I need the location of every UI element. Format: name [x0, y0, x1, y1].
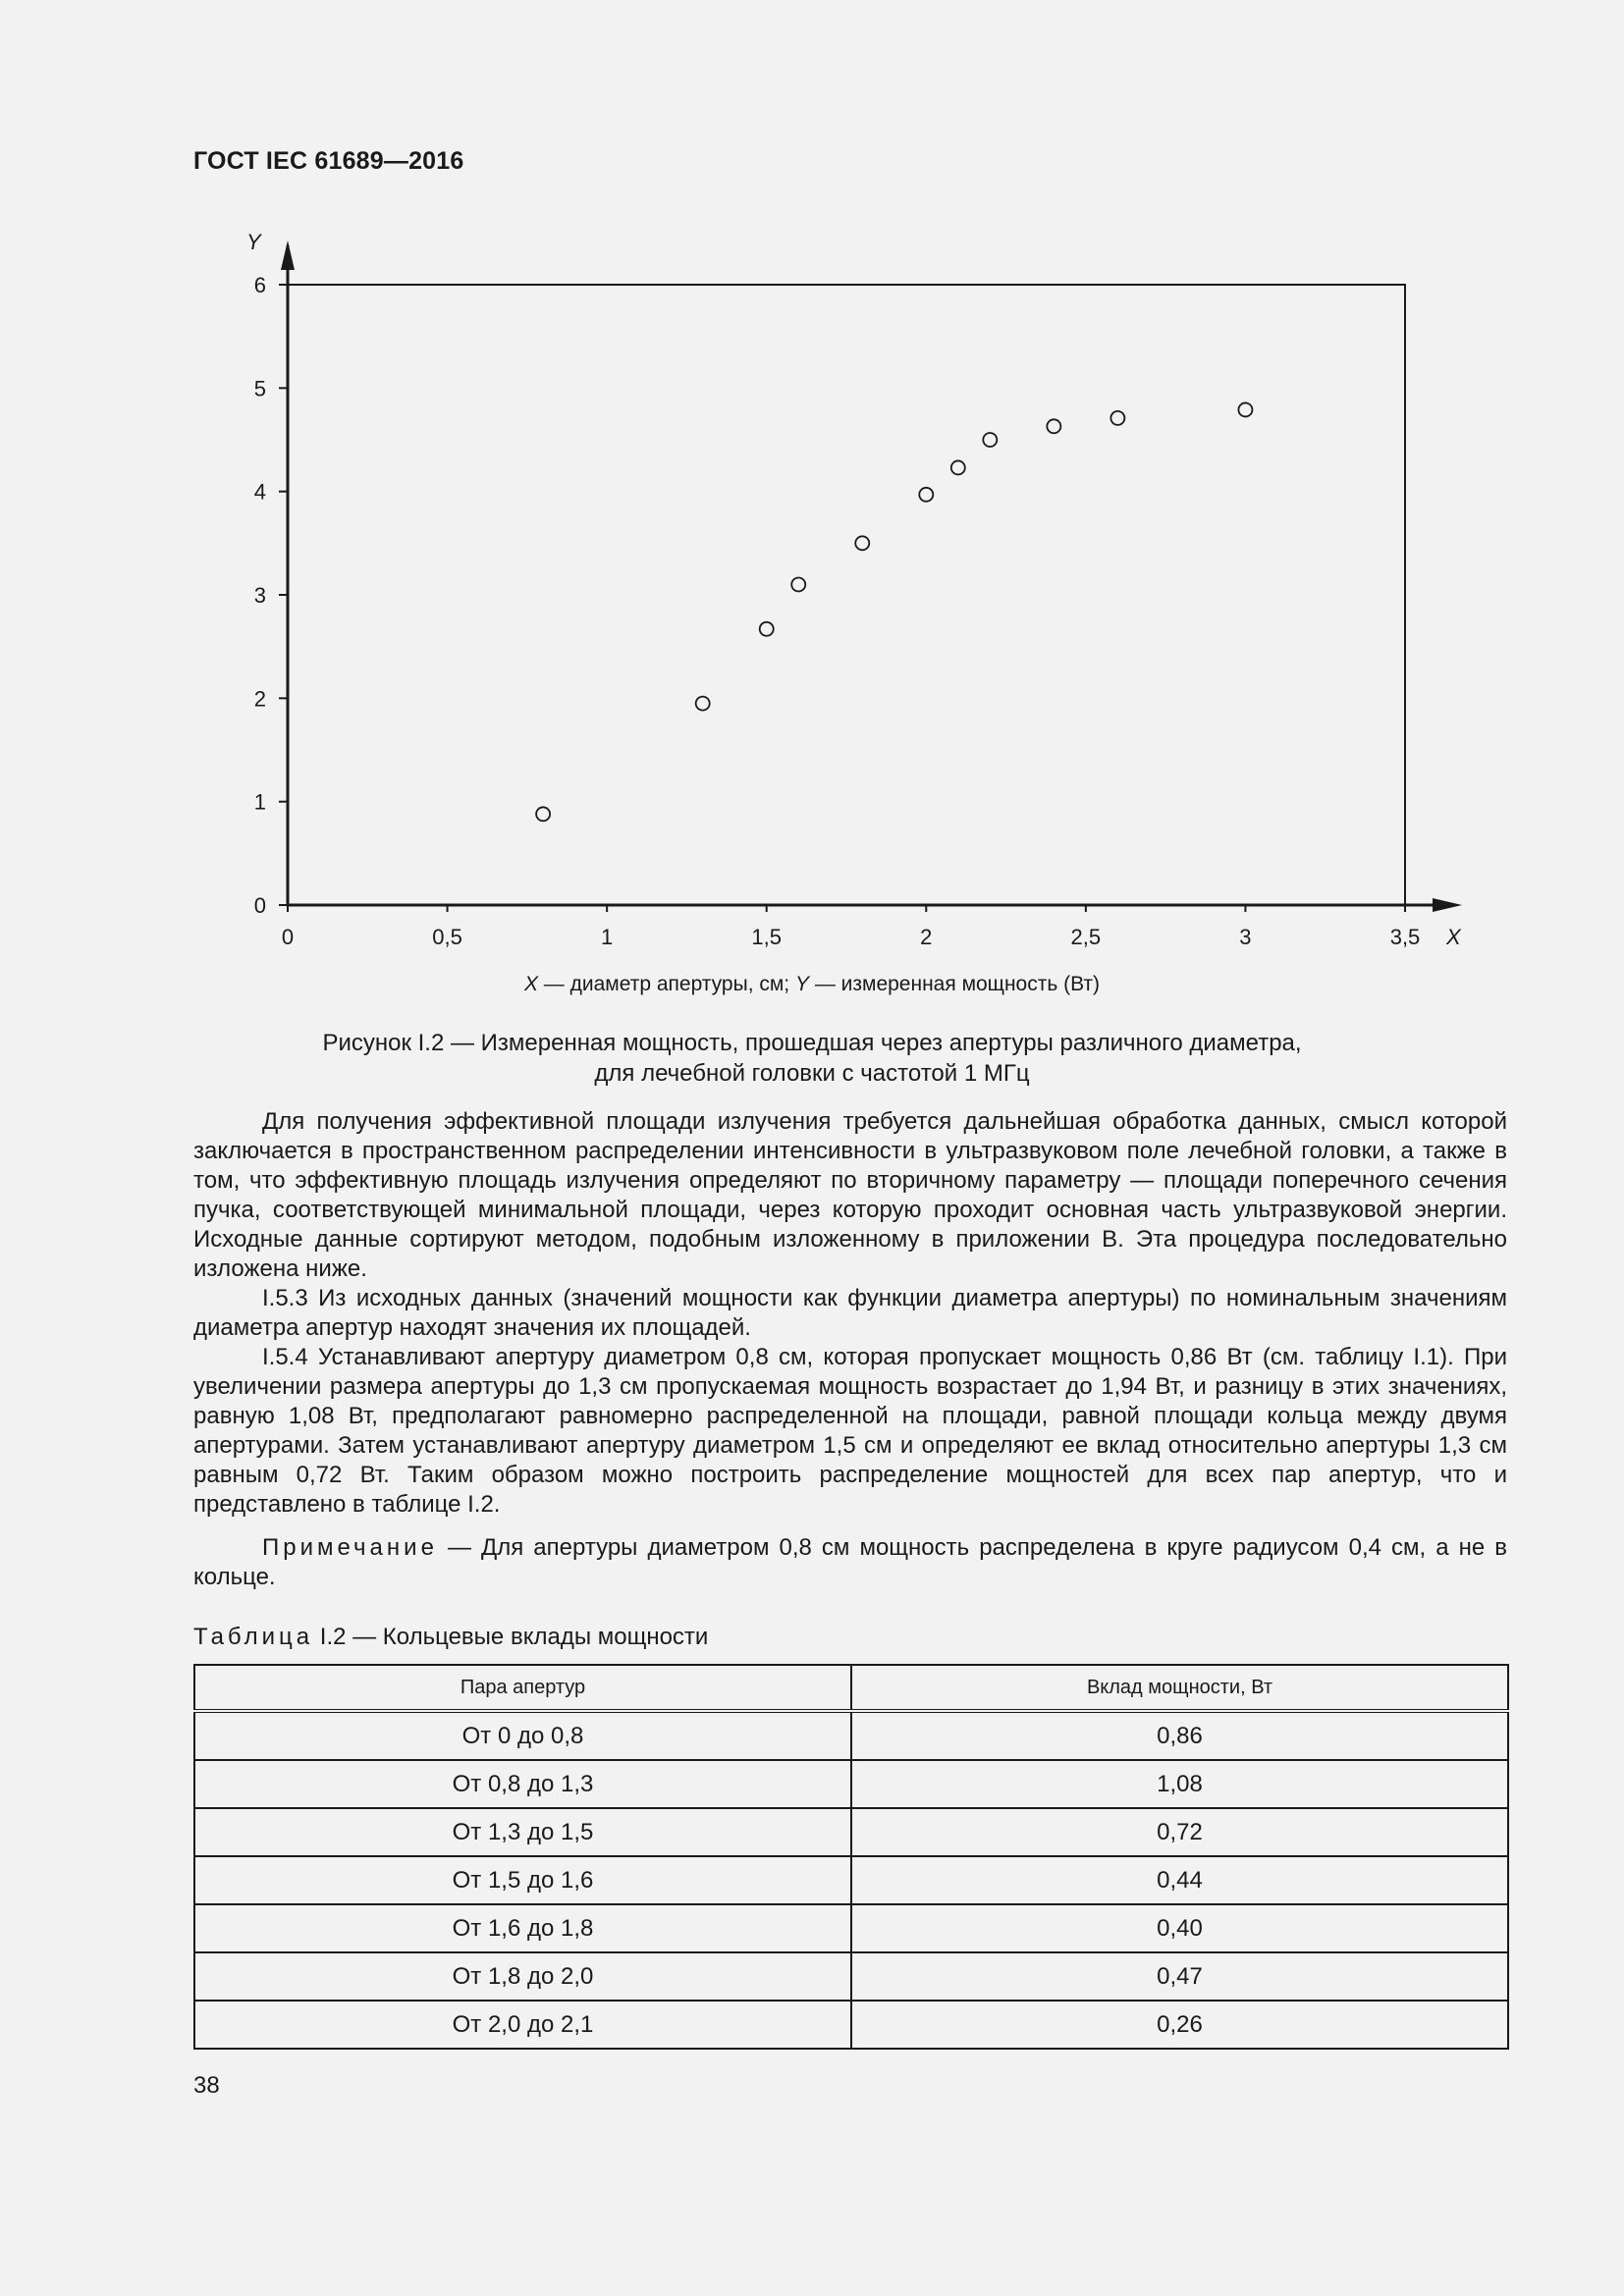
power-contributions-table: [193, 1664, 1509, 2050]
page-number: 38: [193, 2072, 220, 2099]
table-cell: От 1,3 до 1,5: [194, 1808, 851, 1856]
x-tick-label: 0,5: [432, 925, 462, 949]
figure-legend: [0, 973, 1624, 996]
x-axis-letter: X: [1446, 925, 1461, 949]
legend-x-symbol: X: [523, 973, 538, 995]
data-point: [983, 433, 997, 447]
plot-border: [288, 285, 1405, 905]
x-tick-label: 2: [920, 925, 933, 949]
table-header-row: [194, 1665, 1508, 1711]
data-point: [1110, 411, 1124, 425]
x-tick-label: 0: [281, 925, 295, 949]
table-cell: От 1,5 до 1,6: [194, 1856, 851, 1904]
y-tick-label: 3: [253, 583, 266, 608]
body-text: [193, 1107, 1507, 1592]
figure-caption-line-2: для лечебной головки с частотой 1 МГц: [594, 1060, 1030, 1087]
data-point: [1047, 419, 1060, 433]
note-label: Примечание: [262, 1534, 438, 1561]
data-point: [855, 536, 869, 550]
note: [193, 1533, 1507, 1592]
table-cell: 0,72: [851, 1808, 1508, 1856]
y-tick-label: 1: [253, 789, 266, 815]
y-axis-letter: Y: [246, 230, 261, 254]
x-tick-label: 1: [601, 925, 614, 949]
scatter-chart: [0, 0, 1624, 1021]
table-cell: 1,08: [851, 1760, 1508, 1808]
y-tick-label: 5: [253, 376, 266, 401]
data-point: [536, 807, 550, 821]
x-tick-label: 1,5: [751, 925, 783, 949]
table-row: [194, 1760, 1508, 1808]
column-header: Пара апертур: [194, 1665, 851, 1711]
legend-y-text: — измеренная мощность (Вт): [808, 973, 1101, 995]
table-row: [194, 1711, 1508, 1760]
legend-y-symbol: Y: [794, 973, 809, 995]
y-axis-arrow-icon: [281, 240, 295, 270]
data-point: [1238, 402, 1252, 416]
y-tick-label: 6: [253, 273, 266, 297]
table-cell: 0,40: [851, 1904, 1508, 1952]
table-title-text: I.2 — Кольцевые вклады мощности: [313, 1624, 709, 1650]
paragraph: I.5.4 Устанавливают апертуру диаметром 0,8 см, которая пропускает мощность 0,86 Вт (см. таблицу I.1). При увеличении размера апертуры до 1,3 см пропускаемая мощность возрастает до 1,94 Вт, и разницу в этих значениях, равную 1,08 Вт, предполагают равномерно распределенной на площади, равной площади кольца между двумя апертурами. Затем устанавливают апертуру диаметром 1,5 см и определяют ее вклад относительно апертуры 1,3 см равным 0,72 Вт. Таким образом можно построить распределение мощностей для всех пар апертур, что и представлено в таблице I.2.: [193, 1344, 1507, 1518]
x-tick-label: 3: [1239, 925, 1252, 949]
table-cell: 0,47: [851, 1952, 1508, 2001]
column-header: Вклад мощности, Вт: [851, 1665, 1508, 1711]
table-row: [194, 1808, 1508, 1856]
table-cell: От 0 до 0,8: [194, 1711, 851, 1760]
paragraph: I.5.3 Из исходных данных (значений мощности как функции диаметра апертуры) по номинальным значениям диаметра апертур находят значения их площадей.: [193, 1285, 1507, 1341]
table-cell: От 2,0 до 2,1: [194, 2001, 851, 2049]
table-row: [194, 1952, 1508, 2001]
table-cell: 0,86: [851, 1711, 1508, 1760]
table-row: [194, 2001, 1508, 2049]
table-label: Таблица: [193, 1624, 314, 1650]
x-axis-arrow-icon: [1433, 898, 1462, 912]
x-tick-label: 3,5: [1389, 925, 1421, 949]
table-cell: 0,44: [851, 1856, 1508, 1904]
table-cell: От 1,8 до 2,0: [194, 1952, 851, 2001]
figure-caption-line-1: Рисунок I.2 — Измеренная мощность, прошедшая через апертуры различного диаметра,: [322, 1030, 1302, 1056]
x-tick-label: 2,5: [1070, 925, 1102, 949]
paragraph: Для получения эффективной площади излучения требуется дальнейшая обработка данных, смысл которой заключается в пространственном распределении интенсивности в ультразвуковом поле лечебной головки, а также в том, что эффективную площадь излучения определяют по вторичному параметру — площади поперечного сечения пучка, соответствующей минимальной площади, через которую проходит основная часть ультразвуковой энергии. Исходные данные сортируют методом, подобным изложенному в приложении В. Эта процедура последовательно изложена ниже.: [193, 1108, 1507, 1282]
y-tick-label: 4: [253, 479, 266, 505]
table-row: [194, 1856, 1508, 1904]
table-row: [194, 1904, 1508, 1952]
legend-x-text: — диаметр апертуры, см;: [537, 973, 795, 995]
note-text: — Для апертуры диаметром 0,8 см мощность распределена в круге радиусом 0,4 см, а не в кольце.: [193, 1534, 1507, 1590]
y-tick-label: 0: [253, 893, 266, 918]
data-point: [760, 622, 774, 636]
data-point: [791, 577, 805, 591]
table-cell: 0,26: [851, 2001, 1508, 2049]
y-tick-label: 2: [253, 686, 266, 712]
table-cell: От 0,8 до 1,3: [194, 1760, 851, 1808]
data-point: [951, 460, 965, 474]
data-point: [696, 697, 710, 711]
document-header: ГОСТ IEC 61689—2016: [193, 147, 464, 175]
table-cell: От 1,6 до 1,8: [194, 1904, 851, 1952]
data-point: [919, 488, 933, 502]
figure-caption: [0, 1028, 1624, 1089]
table-title: [193, 1624, 708, 1651]
